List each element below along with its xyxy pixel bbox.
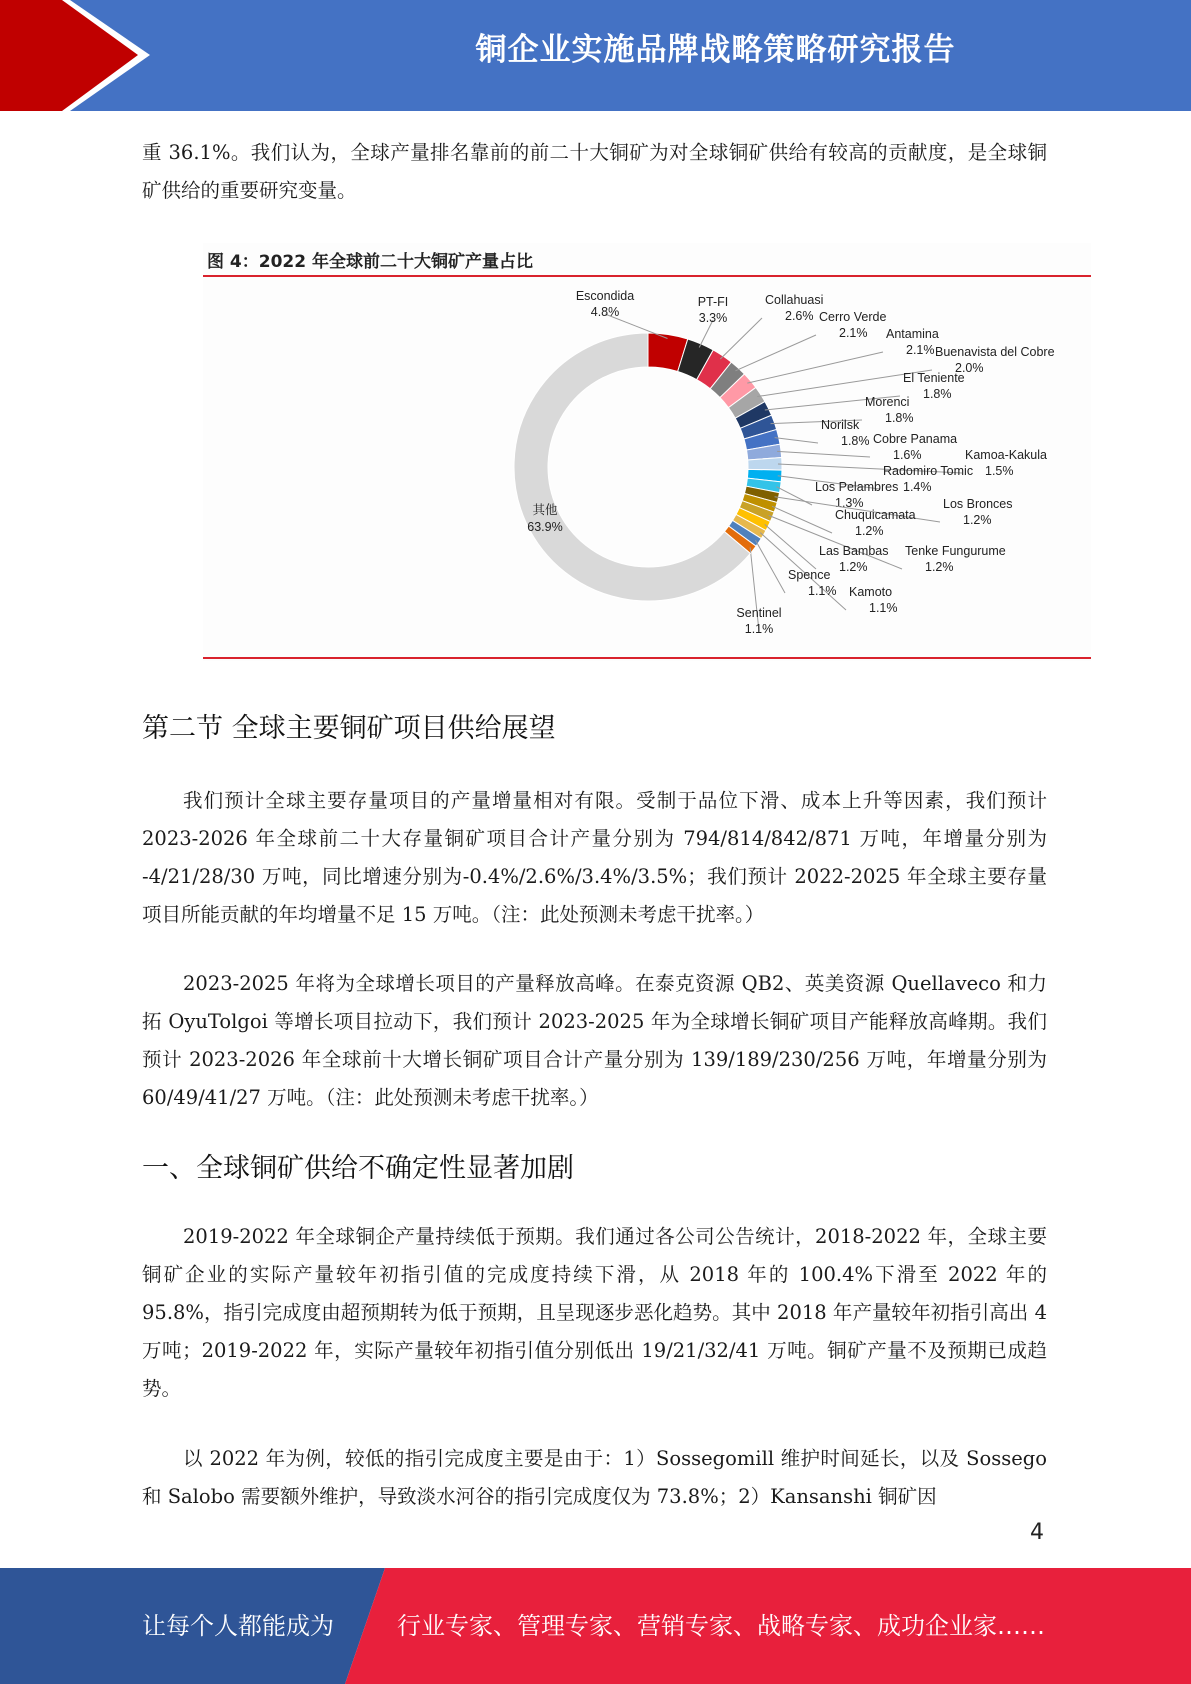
slice-label-value: 1.6% <box>893 448 922 462</box>
slice-label-name: Kamoa-Kakula <box>965 448 1047 462</box>
slice-label-name: Kamoto <box>849 585 893 599</box>
slice-label-value: 2.1% <box>906 343 935 357</box>
slice-label-name: Escondida <box>575 289 635 303</box>
footer-slogan-left: 让每个人都能成为 <box>142 1612 334 1640</box>
header-bar <box>0 0 1191 111</box>
slice-label-value: 1.8% <box>885 411 914 425</box>
figure-title: 图 4：2022 年全球前二十大铜矿产量占比 <box>207 252 533 272</box>
slice-label-value: 1.5% <box>985 464 1014 478</box>
slice-label-name: Collahuasi <box>765 293 824 307</box>
slice-label-value: 1.3% <box>835 496 864 510</box>
donut-chart-svg <box>203 243 1091 661</box>
slice-label-name: Buenavista del Cobre <box>935 345 1055 359</box>
slice-label-name: Los Pelambres <box>815 480 899 494</box>
slice-label-value: 2.6% <box>785 309 814 323</box>
figure-donut-chart <box>203 243 1091 661</box>
footer-slogan-right: 行业专家、管理专家、营销专家、战略专家、成功企业家…… <box>397 1612 1045 1640</box>
paragraph-2022-example: 以 2022 年为例，较低的指引完成度主要是由于：1）Sossegomill 维护时间延长，以及 Sossego 和 Salobo 需要额外维护，导致淡水河谷的指引完成度仅为 73.8%；2）Kansanshi 铜矿因 <box>142 1447 1047 1508</box>
paragraph-growth-projects: 2023-2025 年将为全球增长项目的产量释放高峰。在泰克资源 QB2、英美资源 Quellaveco 和力拓 OyuTolgoi 等增长项目拉动下，我们预计 2023-2025 年为全球增长铜矿项目产能释放高峰期。我们预计 2023-2026 年全球前十大增长铜矿项目合计产量分别为 139/189/230/256 万吨，年增量分别为 60/49/41/27 万吨。（注：此处预测未考虑干扰率。） <box>142 972 1047 1109</box>
figure-rule-bottom <box>203 657 1091 659</box>
slice-label-name: Norilsk <box>821 418 860 432</box>
slice-label-name: Spence <box>788 568 831 582</box>
slice-label-name: Morenci <box>865 395 910 409</box>
slice-label-value: 1.2% <box>839 560 868 574</box>
footer-bar <box>0 1568 1191 1684</box>
leader-line <box>777 451 870 457</box>
slice-label-name: 其他 <box>532 503 558 517</box>
slice-label-value: 1.2% <box>925 560 954 574</box>
slice-label-name: Antamina <box>886 327 939 341</box>
slice-label-name: Sentinel <box>736 606 782 620</box>
donut-slice-kamoa-kakula <box>748 458 782 471</box>
slice-label-value: 63.9% <box>527 520 563 534</box>
page-number: 4 <box>1030 1520 1044 1545</box>
slice-label-value: 2.0% <box>955 361 984 375</box>
paragraph-existing-projects: 我们预计全球主要存量项目的产量增量相对有限。受制于品位下滑、成本上升等因素，我们预计 2023-2026 年全球前二十大存量铜矿项目合计产量分别为 794/814/842/871 万吨，年增量分别为 -4/21/28/30 万吨，同比增速分别为-0.4%/2.6%/3.4%/3.5%；我们预计 2022-2025 年全球主要存量项目所能贡献的年均增量不足 15 万吨。（注：此处预测未考虑干扰率。） <box>142 789 1047 926</box>
slice-label-name: Los Bronces <box>943 497 1013 511</box>
slice-label-value: 1.1% <box>744 622 774 636</box>
slice-label-value: 4.8% <box>590 305 620 319</box>
slice-label-name: Cobre Panama <box>873 432 958 446</box>
slice-label-value: 1.1% <box>808 584 837 598</box>
slice-label-value: 1.2% <box>855 524 884 538</box>
leader-line <box>755 540 785 593</box>
section-title-uncertainty: 一、全球铜矿供给不确定性显著加剧 <box>142 1153 574 1184</box>
slice-label-name: Tenke Fungurume <box>905 544 1006 558</box>
slice-label-name: PT-FI <box>697 295 729 309</box>
leader-line <box>776 487 812 505</box>
slice-label-name: El Teniente <box>903 371 965 385</box>
slice-label-value: 1.8% <box>841 434 870 448</box>
slice-label-value: 3.3% <box>698 311 728 325</box>
slice-label-name: Radomiro Tomic <box>883 464 974 478</box>
paragraph-guidance: 2019-2022 年全球铜企产量持续低于预期。我们通过各公司公告统计，2018-2022 年，全球主要铜矿企业的实际产量较年初指引值的完成度持续下滑，从 2018 年的 100.4%下滑至 2022 年的 95.8%，指引完成度由超预期转为低于预期，且呈现逐步恶化趋势。其中 2018 年产量较年初指引高出 4 万吨；2019-2022 年，实际产量较年初指引值分别低出 19/21/32/41 万吨。铜矿产量不及预期已成趋势。 <box>142 1225 1047 1400</box>
leader-line <box>775 438 818 443</box>
slice-label-value: 1.1% <box>869 601 898 615</box>
paragraph-intro: 重 36.1%。我们认为，全球产量排名靠前的前二十大铜矿为对全球铜矿供给有较高的贡献度，是全球铜矿供给的重要研究变量。 <box>142 141 1047 202</box>
slice-label-name: Chuquicamata <box>835 508 916 522</box>
slice-label-value: 1.8% <box>923 387 952 401</box>
slice-label-name: Cerro Verde <box>819 310 887 324</box>
slice-label-value: 1.4% <box>903 480 932 494</box>
leader-line <box>735 335 816 371</box>
section-title-supply-outlook: 第二节 全球主要铜矿项目供给展望 <box>142 713 556 744</box>
slice-label-value: 1.2% <box>963 513 992 527</box>
slice-label-name: Las Bambas <box>819 544 889 558</box>
slice-label-value: 2.1% <box>839 326 868 340</box>
header-title: 铜企业实施品牌战略策略研究报告 <box>475 32 956 68</box>
